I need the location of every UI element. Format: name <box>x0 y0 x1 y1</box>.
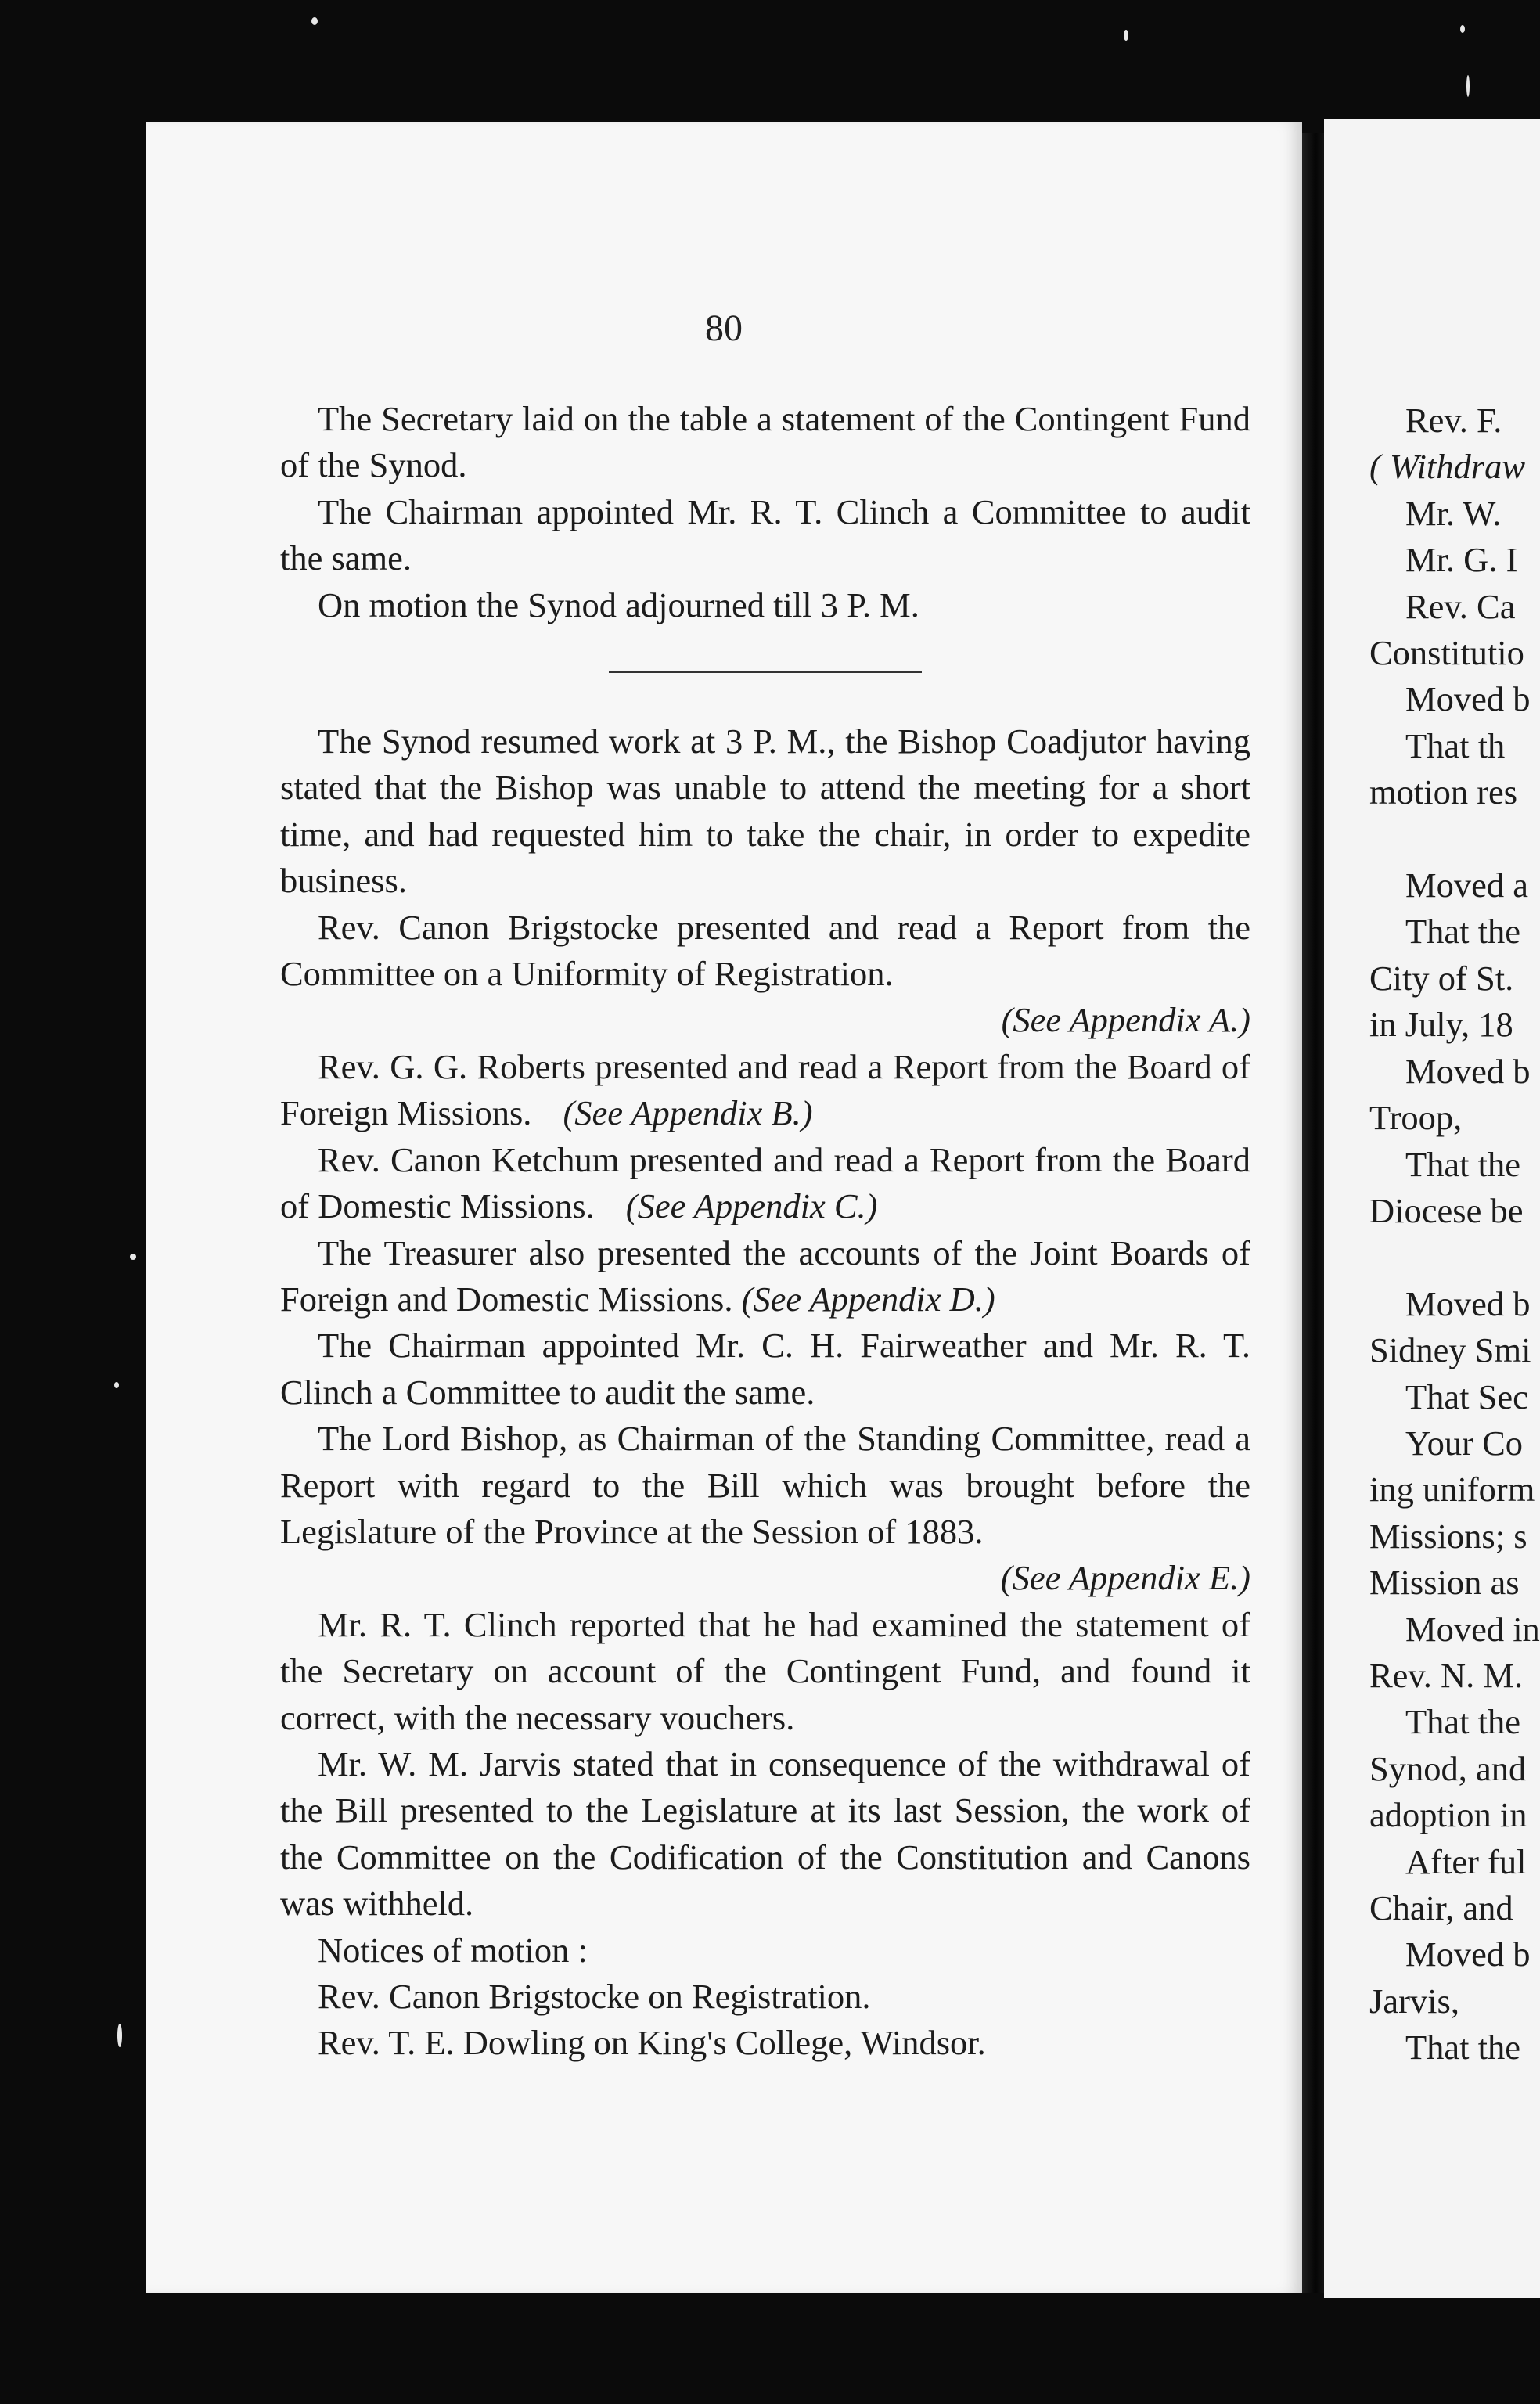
paragraph-domestic-missions-report <box>280 1137 1250 1230</box>
scan-speck <box>1460 25 1465 33</box>
right-line: Moved b <box>1405 1051 1531 1091</box>
domestic-missions-text: Rev. Canon Ketchum presented and read a Report from the Board of Domestic Missions. <box>280 1139 1250 1226</box>
notice-registration: Rev. Canon Brigstocke on Registration. <box>318 1977 871 2016</box>
left-page <box>146 122 1302 2293</box>
right-line: Rev. N. M. <box>1369 1655 1524 1695</box>
paragraph-foreign-missions-report <box>280 1044 1250 1137</box>
right-line: City of St. <box>1369 958 1514 998</box>
appendix-a-reference: (See Appendix A.) <box>1001 1000 1250 1040</box>
scan-speck <box>130 1254 136 1260</box>
right-line: Chair, and <box>1369 1888 1513 1927</box>
right-line: That the <box>1405 1144 1521 1184</box>
paragraph-audit-committee: The Chairman appointed Mr. C. H. Fairweather and Mr. R. T. Clinch a Committee to audit the same. <box>280 1326 1250 1412</box>
paragraph-treasurer-accounts <box>280 1230 1250 1323</box>
right-line: Sidney Smi <box>1369 1330 1531 1370</box>
section-divider <box>609 671 922 673</box>
right-line: Constitutio <box>1369 633 1524 673</box>
right-page-body <box>1369 398 1540 2071</box>
scan-speck <box>1466 75 1470 97</box>
right-line: Moved in <box>1405 1609 1540 1649</box>
right-line: Moved b <box>1405 1283 1531 1323</box>
right-line <box>1369 816 1540 862</box>
right-line <box>1369 1234 1540 1280</box>
right-line: That th <box>1405 725 1506 765</box>
page-number: 80 <box>705 308 743 349</box>
right-line: Rev. F. <box>1405 401 1502 440</box>
paragraph-registration-report: Rev. Canon Brigstocke presented and read a Report from the Committee on a Uniformity of Registration. <box>280 907 1250 994</box>
paragraph-chairman-audit: The Chairman appointed Mr. R. T. Clinch a Committee to audit the same. <box>280 491 1250 578</box>
scan-speck <box>114 1382 119 1388</box>
notices-of-motion-heading: Notices of motion : <box>318 1930 588 1970</box>
scan-speck <box>1124 30 1128 41</box>
book-gutter <box>1301 133 1326 2293</box>
right-line: Mr. W. <box>1405 493 1502 533</box>
right-line: ( Withdraw <box>1369 447 1526 487</box>
paragraph-clinch-reported: Mr. R. T. Clinch reported that he had examined the statement of the Secretary on account of the Contingent Fund, and found it correct, with the necessary vouchers. <box>280 1604 1250 1737</box>
right-line: Missions; s <box>1369 1516 1527 1556</box>
right-line: ing uniform <box>1369 1470 1535 1510</box>
paragraph-adjourned: On motion the Synod adjourned till 3 P. M. <box>318 585 919 624</box>
treasurer-text: The Treasurer also presented the accounts of the Joint Boards of Foreign and Domestic Missions. <box>280 1233 1250 1319</box>
right-line: Synod, and <box>1369 1748 1527 1788</box>
paragraph-synod-resumed: The Synod resumed work at 3 P. M., the Bishop Coadjutor having stated that the Bishop was unable to attend the meeting for a short time, and had requested him to take the chair, in order to expedite business. <box>280 722 1250 901</box>
appendix-c-reference: (See Appendix C.) <box>625 1186 878 1226</box>
right-line: Mr. G. I <box>1405 540 1518 580</box>
right-line: Moved b <box>1405 679 1531 719</box>
paragraph-secretary-statement: The Secretary laid on the table a statement of the Contingent Fund of the Synod. <box>280 399 1250 485</box>
appendix-e-reference: (See Appendix E.) <box>1000 1558 1250 1598</box>
right-line: Jarvis, <box>1369 1981 1459 2021</box>
right-line: That the <box>1405 2028 1521 2068</box>
right-line: Mission as <box>1369 1563 1520 1603</box>
appendix-d-reference: (See Appendix D.) <box>741 1279 995 1319</box>
right-page <box>1324 119 1540 2298</box>
right-line: That the <box>1405 1702 1521 1742</box>
notice-kings-college: Rev. T. E. Dowling on King's College, Windsor. <box>318 2023 986 2063</box>
right-line: That Sec <box>1405 1377 1528 1416</box>
scan-speck <box>117 2024 122 2047</box>
right-line: That the <box>1405 912 1521 952</box>
right-line: Troop, <box>1369 1098 1463 1138</box>
left-page-body <box>280 396 1250 2067</box>
right-line: Moved b <box>1405 1934 1531 1974</box>
paragraph-jarvis-stated: Mr. W. M. Jarvis stated that in consequence of the withdrawal of the Bill presented to the Legislature at its last Session, the work of the Committee on the Codification of the Constitution and Canons was withheld. <box>280 1744 1250 1924</box>
foreign-missions-text: Rev. G. G. Roberts presented and read a Report from the Board of Foreign Missions. <box>280 1046 1250 1133</box>
right-line: Moved a <box>1405 866 1528 905</box>
right-line: motion res <box>1369 772 1518 812</box>
paragraph-lord-bishop-report: The Lord Bishop, as Chairman of the Standing Committee, read a Report with regard to the Bill which was brought before the Legislature of the Province at the Session of 1883. <box>280 1419 1250 1551</box>
right-line: adoption in <box>1369 1795 1527 1835</box>
right-line: After ful <box>1405 1841 1527 1881</box>
right-line: Rev. Ca <box>1405 586 1516 626</box>
scan-speck <box>311 17 318 25</box>
right-line: Your Co <box>1405 1423 1524 1463</box>
right-line: Diocese be <box>1369 1190 1524 1230</box>
appendix-b-reference: (See Appendix B.) <box>563 1093 813 1133</box>
right-line: in July, 18 <box>1369 1005 1513 1045</box>
